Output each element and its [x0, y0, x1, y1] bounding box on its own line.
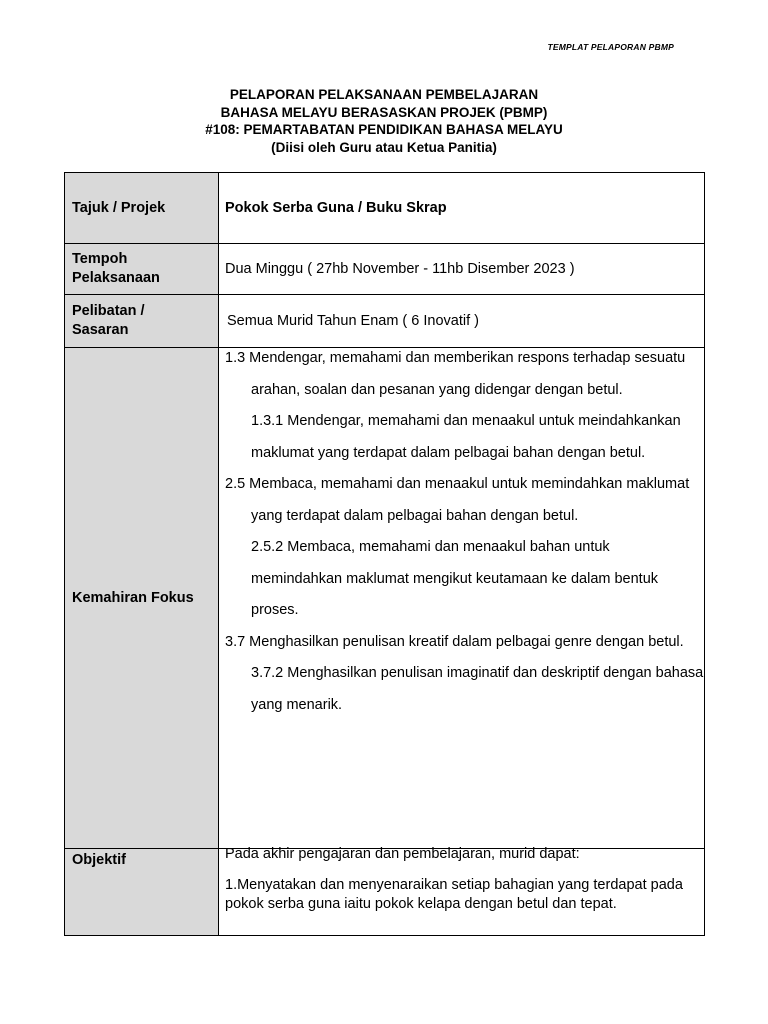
title-line-2: BAHASA MELAYU BERASASKAN PROJEK (PBMP) [220, 104, 548, 120]
label-tempoh-line2: Pelaksanaan [72, 270, 160, 286]
label-pelibatan-line2: Sasaran [72, 322, 129, 338]
label-objektif: Objektif [65, 849, 219, 936]
objective-intro: Pada akhir pengajaran dan pembelajaran, murid dapat: [225, 846, 580, 862]
document-title [0, 86, 768, 156]
label-pelibatan-line1: Pelibatan / [72, 303, 145, 319]
title-line-4: (Diisi oleh Guru atau Ketua Panitia) [271, 139, 497, 155]
value-tajuk: Pokok Serba Guna / Buku Skrap [219, 173, 705, 244]
objective-point-1: 1.Menyatakan dan menyenaraikan setiap bahagian yang terdapat pada pokok serba guna iaitu pokok kelapa dengan betul dan tepat. [225, 877, 683, 912]
table-row-objektif [65, 849, 705, 936]
table-row-tajuk [65, 173, 705, 244]
label-pelibatan [65, 295, 219, 348]
label-kemahiran: Kemahiran Fokus [65, 348, 219, 849]
title-line-3: #108: PEMARTABATAN PENDIDIKAN BAHASA MELAYU [205, 122, 563, 137]
value-tempoh: Dua Minggu ( 27hb November - 11hb Disember 2023 ) [219, 244, 705, 295]
value-objektif [219, 846, 705, 936]
label-tajuk: Tajuk / Projek [65, 173, 219, 244]
label-tempoh [65, 244, 219, 295]
value-kemahiran [219, 348, 705, 849]
skill-item-2-5: 2.5 Membaca, memahami dan menaakul untuk memindahkan maklumat yang terdapat dalam pelbagai bahan dengan betul. [225, 476, 690, 524]
skills-list [225, 343, 704, 721]
value-pelibatan: Semua Murid Tahun Enam ( 6 Inovatif ) [219, 295, 705, 348]
skill-item-3-7: 3.7 Menghasilkan penulisan kreatif dalam pelbagai genre dengan betul. [225, 633, 684, 650]
skill-subitem-2-5-2: 2.5.2 Membaca, memahami dan menaakul bahan untuk memindahkan maklumat mengikut keutamaan ke dalam bentuk proses. [251, 539, 659, 618]
skill-item-1-3: 1.3 Mendengar, memahami dan memberikan respons terhadap sesuatu arahan, soalan dan pesanan yang didengar dengan betul. [225, 350, 686, 398]
report-table [64, 172, 705, 936]
table-row-pelibatan [65, 295, 705, 348]
table-row-tempoh [65, 244, 705, 295]
header-tag: TEMPLAT PELAPORAN PBMP [547, 42, 674, 52]
skill-subitem-3-7-2: 3.7.2 Menghasilkan penulisan imaginatif dan deskriptif dengan bahasa yang menarik. [251, 665, 704, 713]
skill-subitem-1-3-1: 1.3.1 Mendengar, memahami dan menaakul untuk meindahkankan maklumat yang terdapat dalam pelbagai bahan dengan betul. [251, 413, 681, 461]
label-tempoh-line1: Tempoh [72, 251, 128, 267]
table-row-kemahiran [65, 348, 705, 849]
objective-content [225, 845, 704, 914]
title-line-1: PELAPORAN PELAKSANAAN PEMBELAJARAN [229, 87, 539, 102]
